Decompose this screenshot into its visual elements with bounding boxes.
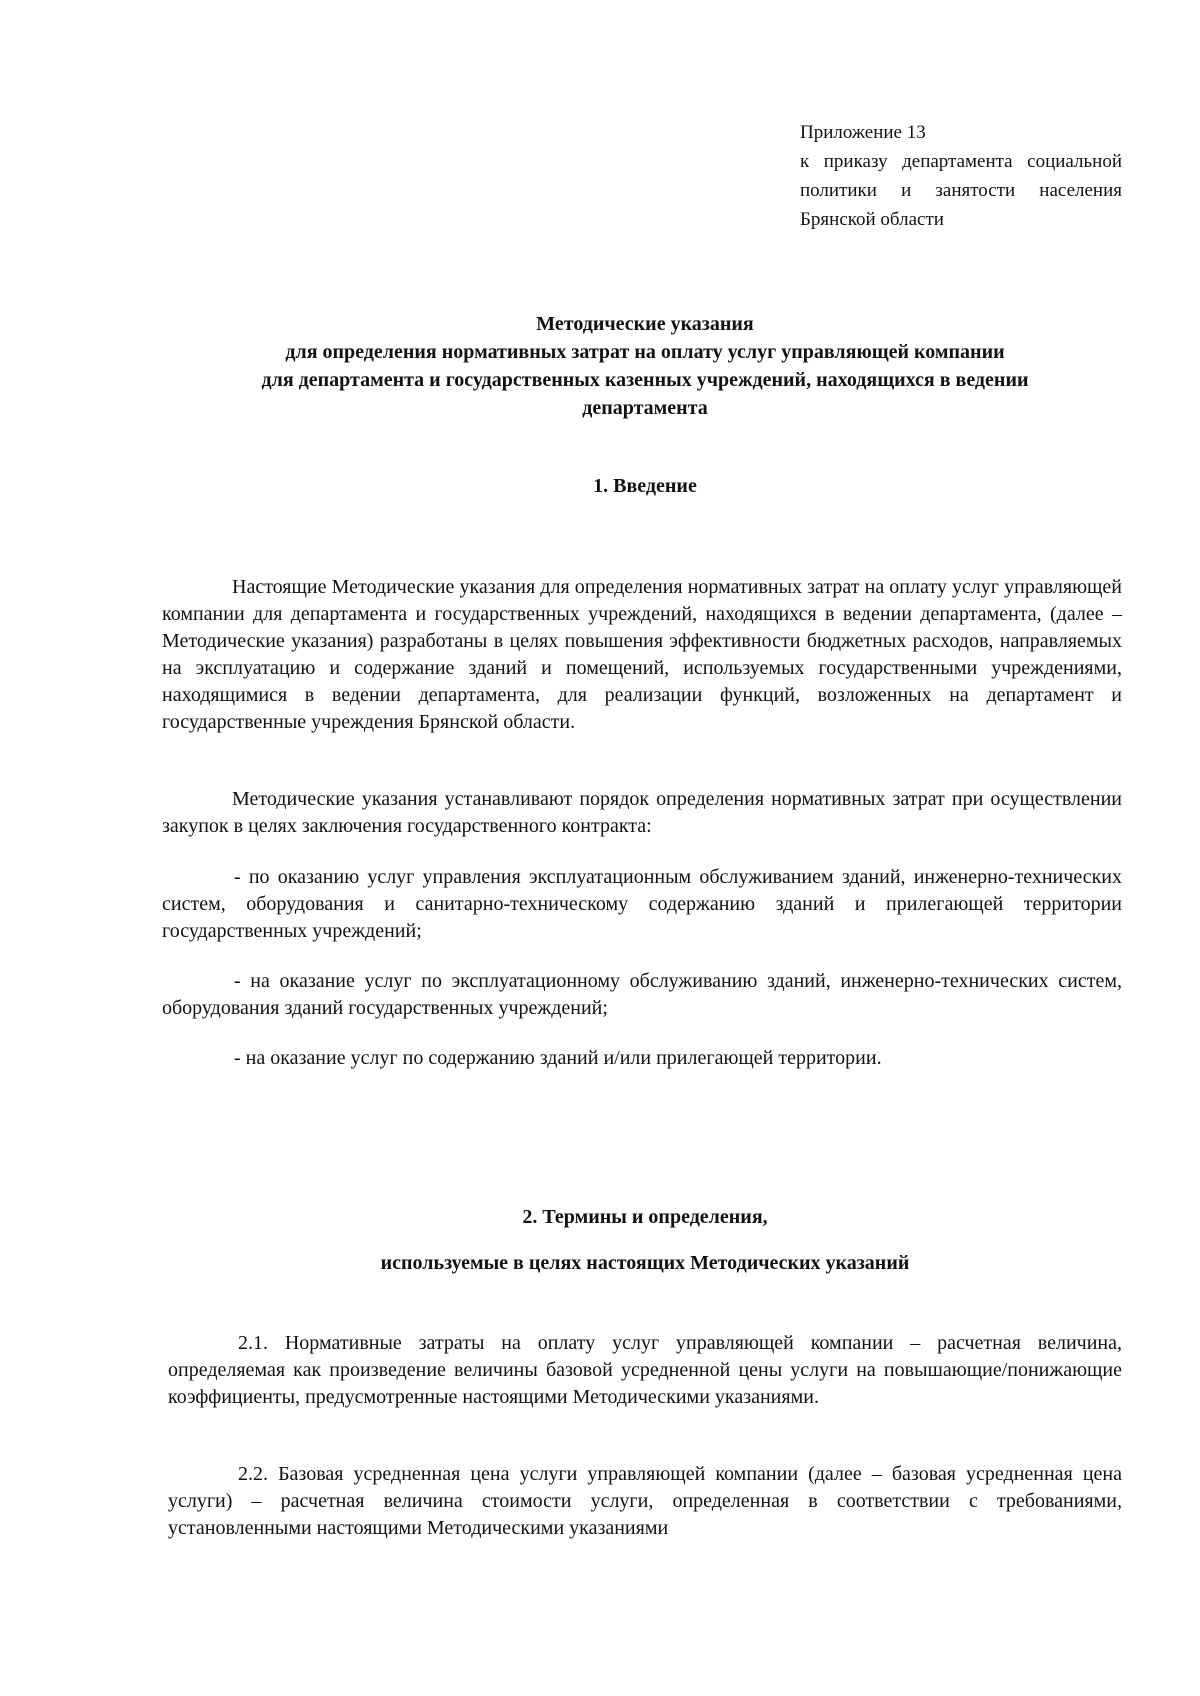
section-2-paragraph-2: 2.2. Базовая усредненная цена услуги управляющей компании (далее – базовая усредненная цена услуги) – расчетная величина стоимости услуги, определенная в соответствии с требованиями, установленными настоящими Методическими указаниями [168,1463,1122,1539]
appendix-reference: к приказу департамента социальной политики и занятости населения Брянской области [800,151,1122,230]
section-2-heading: 2. Термины и определения, [522,1206,768,1228]
section-1-list-item-3: - на оказание услуг по содержанию зданий и/или прилегающей территории. [234,1047,882,1069]
title-line-4: департамента [582,397,708,419]
title-line-2: для определения нормативных затрат на оплату услуг управляющей компании [285,341,1005,363]
section-1-list-item-1: - по оказанию услуг управления эксплуатационным обслуживанием зданий, инженерно-технических систем, оборудования и санитарно-техническому содержанию зданий и прилегающей территории государственных учреждений; [162,866,1122,942]
document-title [130,310,1160,422]
section-1-paragraph-1: Настоящие Методические указания для определения нормативных затрат на оплату услуг управляющей компании для департамента и государственных учреждений, находящихся в ведении департамента, (далее – Методические указания) разработаны в целях повышения эффективности бюджетных расходов, направляемых на эксплуатацию и содержание зданий и помещений, используемых государственными учреждениями, находящимися в ведении департамента, для реализации функций, возложенных на департамент и государственные учреждения Брянской области. [162,576,1122,733]
section-1-heading: 1. Введение [593,475,697,497]
title-line-3: для департамента и государственных казенных учреждений, находящихся в ведении [261,369,1029,391]
section-2-subheading: используемые в целях настоящих Методических указаний [380,1252,910,1274]
appendix-number: Приложение 13 [800,122,926,143]
appendix-note [800,118,1122,234]
title-line-1: Методические указания [536,313,754,335]
section-1-paragraph-2: Методические указания устанавливают порядок определения нормативных затрат при осуществлении закупок в целях заключения государственного контракта: [162,788,1122,837]
section-2-paragraph-1: 2.1. Нормативные затраты на оплату услуг управляющей компании – расчетная величина, определяемая как произведение величины базовой усредненной цены услуги на повышающие/понижающие коэффициенты, предусмотренные настоящими Методическими указаниями. [168,1332,1122,1408]
section-1-list-item-2: - на оказание услуг по эксплуатационному обслуживанию зданий, инженерно-технических систем, оборудования зданий государственных учреждений; [162,970,1122,1019]
